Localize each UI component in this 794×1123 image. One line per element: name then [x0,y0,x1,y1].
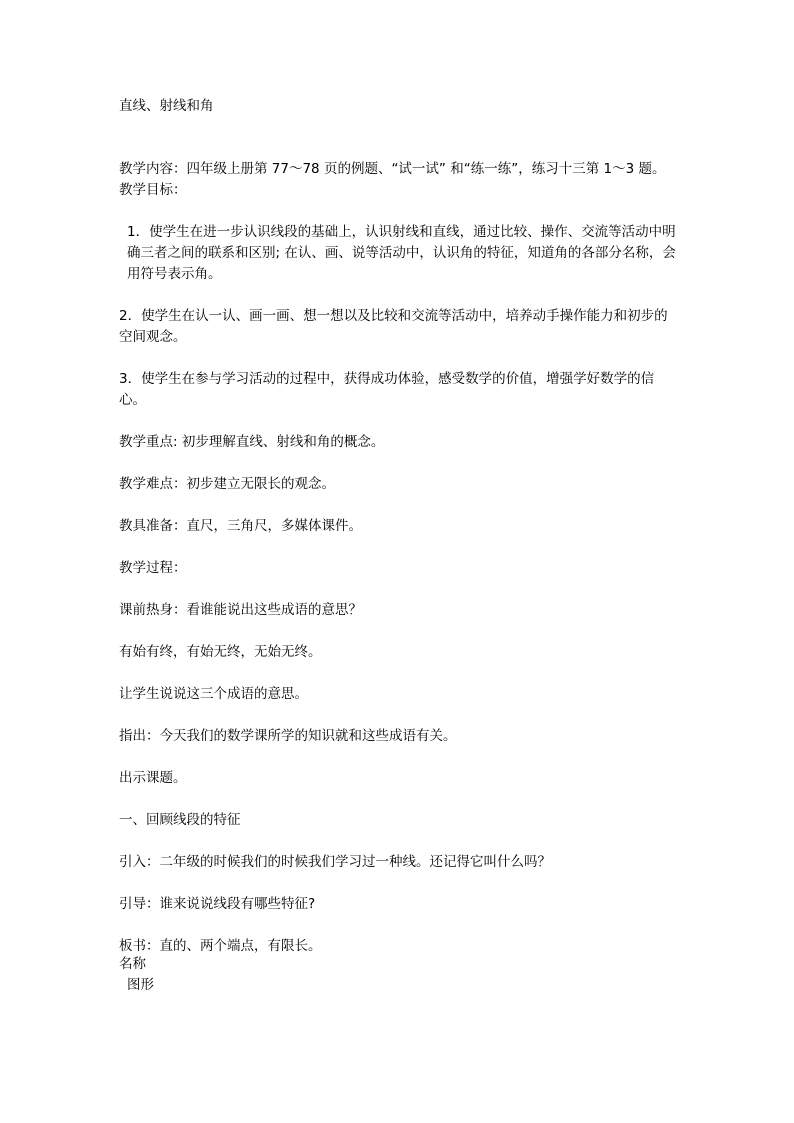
teaching-goals-label: 教学目标： [119,182,187,198]
section-1-heading: 一、回顾线段的特征 [119,812,241,828]
student-task: 让学生说说这三个成语的意思。 [119,686,308,702]
difficulty: 教学难点：初步建立无限长的观念。 [119,476,335,492]
idioms: 有始有终，有始无终，无始无终。 [119,644,322,660]
goal-2: 2．使学生在认一认、画一画、想一想以及比较和交流等活动中，培养动手操作能力和初步的空间观念。 [119,308,668,345]
process-label: 教学过程： [119,560,187,576]
warmup: 课前热身：看谁能说出这些成语的意思？ [119,602,362,618]
table-header-name: 名称 [119,956,146,972]
materials: 教具准备：直尺，三角尺，多媒体课件。 [119,518,362,534]
guide: 引导：谁来说说线段有哪些特征? [119,896,316,912]
goal-1: 1．使学生在进一步认识线段的基础上，认识射线和直线，通过比较、操作、交流等活动中明确三者之间的联系和区别; 在认、画、说等活动中，认识角的特征，知道角的各部分名称，会用符号表示角。 [127,224,676,282]
point-out: 指出：今天我们的数学课所学的知识就和这些成语有关。 [119,728,457,744]
document-title: 直线、射线和角 [119,98,214,114]
show-topic: 出示课题。 [119,770,187,786]
table-header-shape: 图形 [127,977,154,993]
intro: 引入：二年级的时候我们的时候我们学习过一种线。还记得它叫什么吗？ [119,854,551,870]
key-point: 教学重点: 初步理解直线、射线和角的概念。 [119,434,385,450]
goal-3: 3．使学生在参与学习活动的过程中，获得成功体验，感受数学的价值，增强学好数学的信心。 [119,371,655,408]
board-notes: 板书：直的、两个端点，有限长。 [119,938,322,954]
teaching-content: 教学内容：四年级上册第 77～78 页的例题、“试一试” 和“练一练”，练习十三第 1～3 题。 [119,161,666,177]
